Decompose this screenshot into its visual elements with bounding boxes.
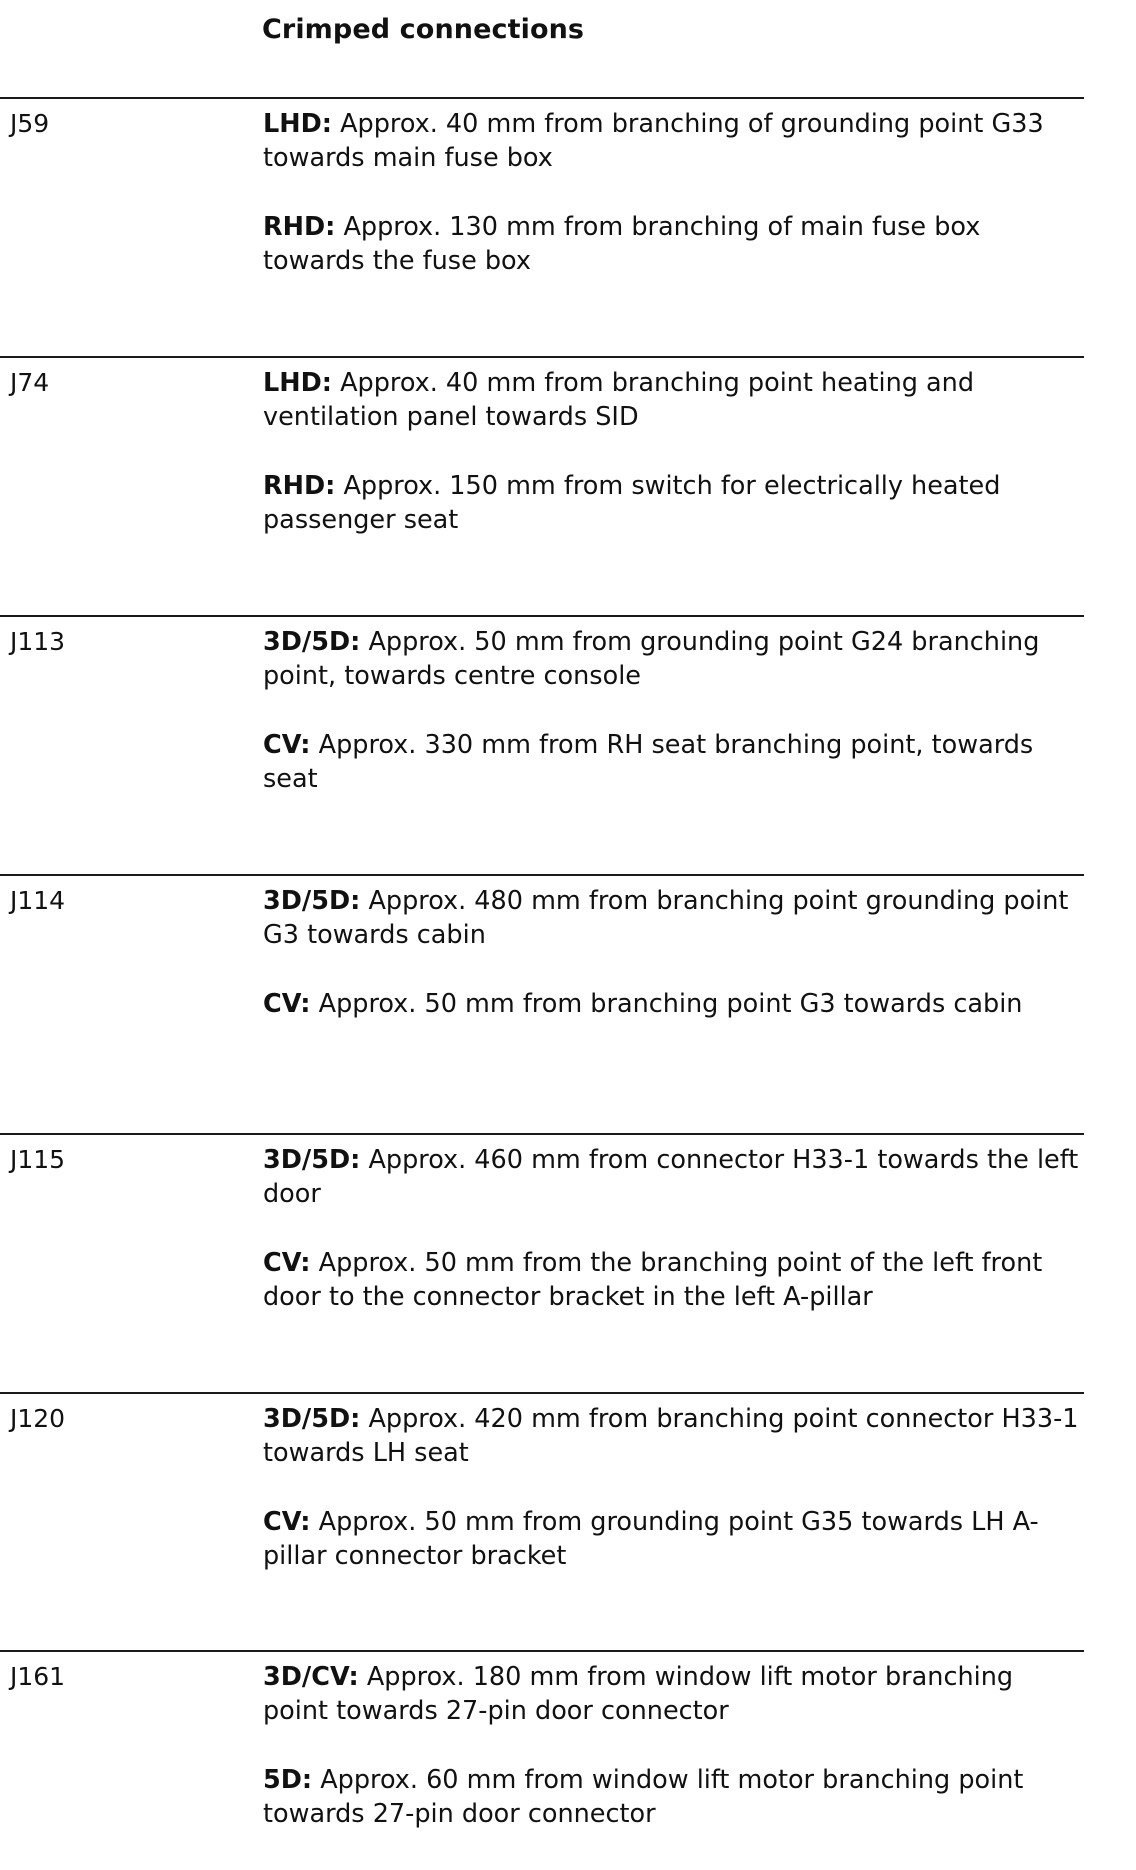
- connection-id: J115: [10, 1145, 66, 1174]
- connection-description: [263, 107, 1081, 278]
- location-text: Approx. 50 mm from branching point G3 towards cabin: [310, 989, 1023, 1019]
- location-text: Approx. 130 mm from branching of main fuse box towards the fuse box: [263, 212, 981, 276]
- variant-label: CV:: [263, 1507, 311, 1537]
- location-text: Approx. 40 mm from branching point heating and ventilation panel towards SID: [263, 368, 975, 432]
- variant-label: 3D/5D:: [263, 627, 361, 657]
- connection-entry-j74: [0, 356, 1084, 535]
- location-text: Approx. 60 mm from window lift motor branching point towards 27-pin door connector: [263, 1765, 1024, 1829]
- variant-label: 3D/5D:: [263, 1145, 361, 1175]
- variant-label: 3D/5D:: [263, 1404, 361, 1434]
- connection-id: J59: [10, 109, 50, 138]
- variant-label: CV:: [263, 989, 311, 1019]
- location-text: Approx. 150 mm from switch for electrically heated passenger seat: [263, 471, 1001, 535]
- location-text: Approx. 330 mm from RH seat branching point, towards seat: [263, 730, 1034, 794]
- location-text: Approx. 50 mm from grounding point G35 towards LH A-pillar connector bracket: [263, 1507, 1039, 1571]
- connection-id: J74: [10, 368, 50, 397]
- variant-label: CV:: [263, 1248, 311, 1278]
- location-note: [263, 366, 1081, 434]
- variant-label: 5D:: [263, 1765, 313, 1795]
- connection-entry-j115: [0, 1133, 1084, 1312]
- location-text: Approx. 40 mm from branching of grounding point G33 towards main fuse box: [263, 109, 1044, 173]
- variant-label: LHD:: [263, 109, 332, 139]
- location-text: Approx. 480 mm from branching point grounding point G3 towards cabin: [263, 886, 1069, 950]
- connection-id: J120: [10, 1404, 66, 1433]
- location-note: [263, 1402, 1081, 1470]
- variant-label: 3D/CV:: [263, 1662, 359, 1692]
- location-note: [263, 469, 1081, 537]
- connection-description: [263, 366, 1081, 537]
- location-note: [263, 107, 1081, 175]
- variant-label: LHD:: [263, 368, 332, 398]
- connection-entry-j59: [0, 97, 1084, 276]
- location-text: Approx. 180 mm from window lift motor branching point towards 27-pin door connector: [263, 1662, 1014, 1726]
- location-note: [263, 1660, 1081, 1728]
- location-note: [263, 210, 1081, 278]
- variant-label: RHD:: [263, 471, 336, 501]
- connection-id: J114: [10, 886, 66, 915]
- location-text: Approx. 50 mm from the branching point of the left front door to the connector bracket in the left A-pillar: [263, 1248, 1043, 1312]
- location-note: [263, 1246, 1081, 1314]
- location-note: [263, 987, 1081, 1021]
- location-note: [263, 1763, 1081, 1831]
- location-note: [263, 728, 1081, 796]
- location-note: [263, 884, 1081, 952]
- location-text: Approx. 50 mm from grounding point G24 branching point, towards centre console: [263, 627, 1040, 691]
- connection-description: [263, 625, 1081, 796]
- page-title: Crimped connections: [262, 14, 585, 45]
- variant-label: 3D/5D:: [263, 886, 361, 916]
- variant-label: CV:: [263, 730, 311, 760]
- connection-entry-j113: [0, 615, 1084, 794]
- connection-entry-j114: [0, 874, 1084, 1019]
- connection-entry-j161: [0, 1650, 1084, 1829]
- location-text: Approx. 420 mm from branching point connector H33-1 towards LH seat: [263, 1404, 1079, 1468]
- connection-entry-j120: [0, 1392, 1084, 1571]
- location-note: [263, 625, 1081, 693]
- connection-description: [263, 1402, 1081, 1573]
- connection-id: J161: [10, 1662, 66, 1691]
- connection-id: J113: [10, 627, 66, 656]
- connection-description: [263, 1143, 1081, 1314]
- location-text: Approx. 460 mm from connector H33-1 towards the left door: [263, 1145, 1079, 1209]
- location-note: [263, 1505, 1081, 1573]
- location-note: [263, 1143, 1081, 1211]
- connection-description: [263, 1660, 1081, 1831]
- variant-label: RHD:: [263, 212, 336, 242]
- connection-description: [263, 884, 1081, 1021]
